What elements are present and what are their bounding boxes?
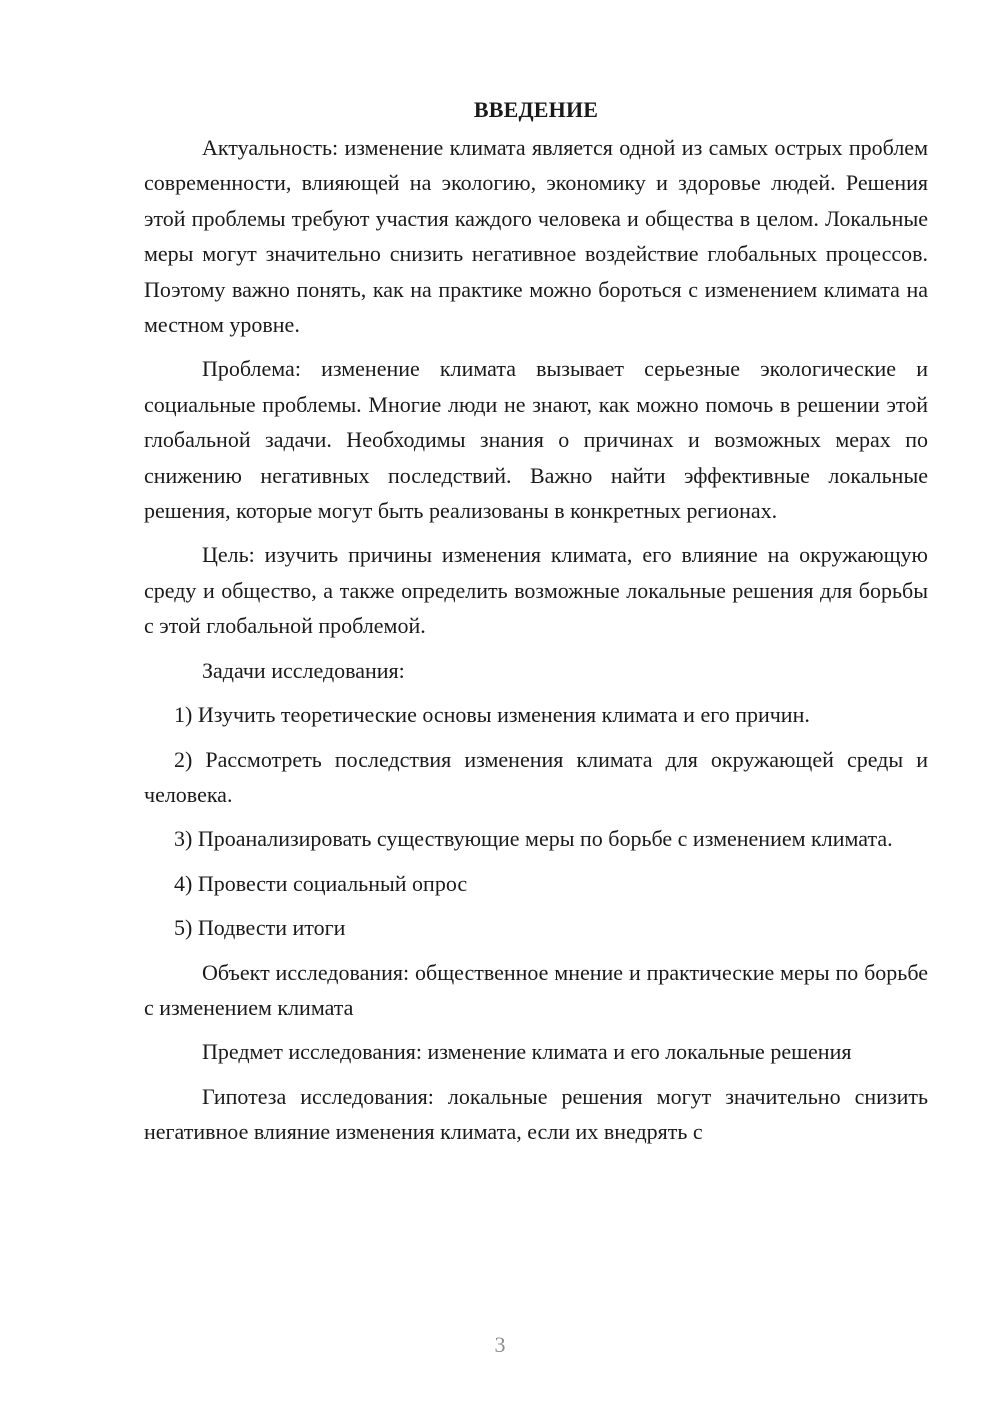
section-title: ВВЕДЕНИЕ xyxy=(473,97,599,122)
paragraph-goal: Цель: изучить причины изменения климата, его влияние на окружающую среду и общество, а также определить возможные локальные решения для борьбы с этой глобальной проблемой. xyxy=(144,542,928,639)
page-number: 3 xyxy=(494,1332,506,1357)
paragraph-relevance: Актуальность: изменение климата является одной из самых острых проблем современности, влияющей на экологию, экономику и здоровье людей. Решения этой проблемы требуют участия каждого человека и общества в целом. Локальные меры могут значительно снизить негативное воздействие глобальных процессов. Поэтому важно понять, как на практике можно бороться с изменением климата на местном уровне. xyxy=(144,135,928,338)
paragraph-object: Объект исследования: общественное мнение и практические меры по борьбе с изменением климата xyxy=(144,959,928,1020)
paragraph-problem: Проблема: изменение климата вызывает серьезные экологические и социальные проблемы. Многие люди не знают, как можно помочь в решении этой глобальной задачи. Необходимы знания о причинах и возможных мерах по снижению негативных последствий. Важно найти эффективные локальные решения, которые могут быть реализованы в конкретных регионах. xyxy=(144,356,928,524)
task-item: 5) Подвести итоги xyxy=(174,915,346,941)
task-list xyxy=(144,697,928,945)
tasks-heading: Задачи исследования: xyxy=(202,657,405,683)
task-item: 1) Изучить теоретические основы изменения климата и его причин. xyxy=(174,702,810,728)
task-item: 4) Провести социальный опрос xyxy=(174,870,468,896)
paragraph-subject: Предмет исследования: изменение климата и его локальные решения xyxy=(202,1039,852,1065)
task-item: 2) Рассмотреть последствия изменения климата для окружающей среды и человека. xyxy=(144,746,928,807)
task-item: 3) Проанализировать существующие меры по борьбе с изменением климата. xyxy=(174,826,893,852)
paragraph-hypothesis: Гипотеза исследования: локальные решения могут значительно снизить негативное влияние изменения климата, если их внедрять с xyxy=(144,1083,928,1145)
document-page xyxy=(144,90,928,1159)
